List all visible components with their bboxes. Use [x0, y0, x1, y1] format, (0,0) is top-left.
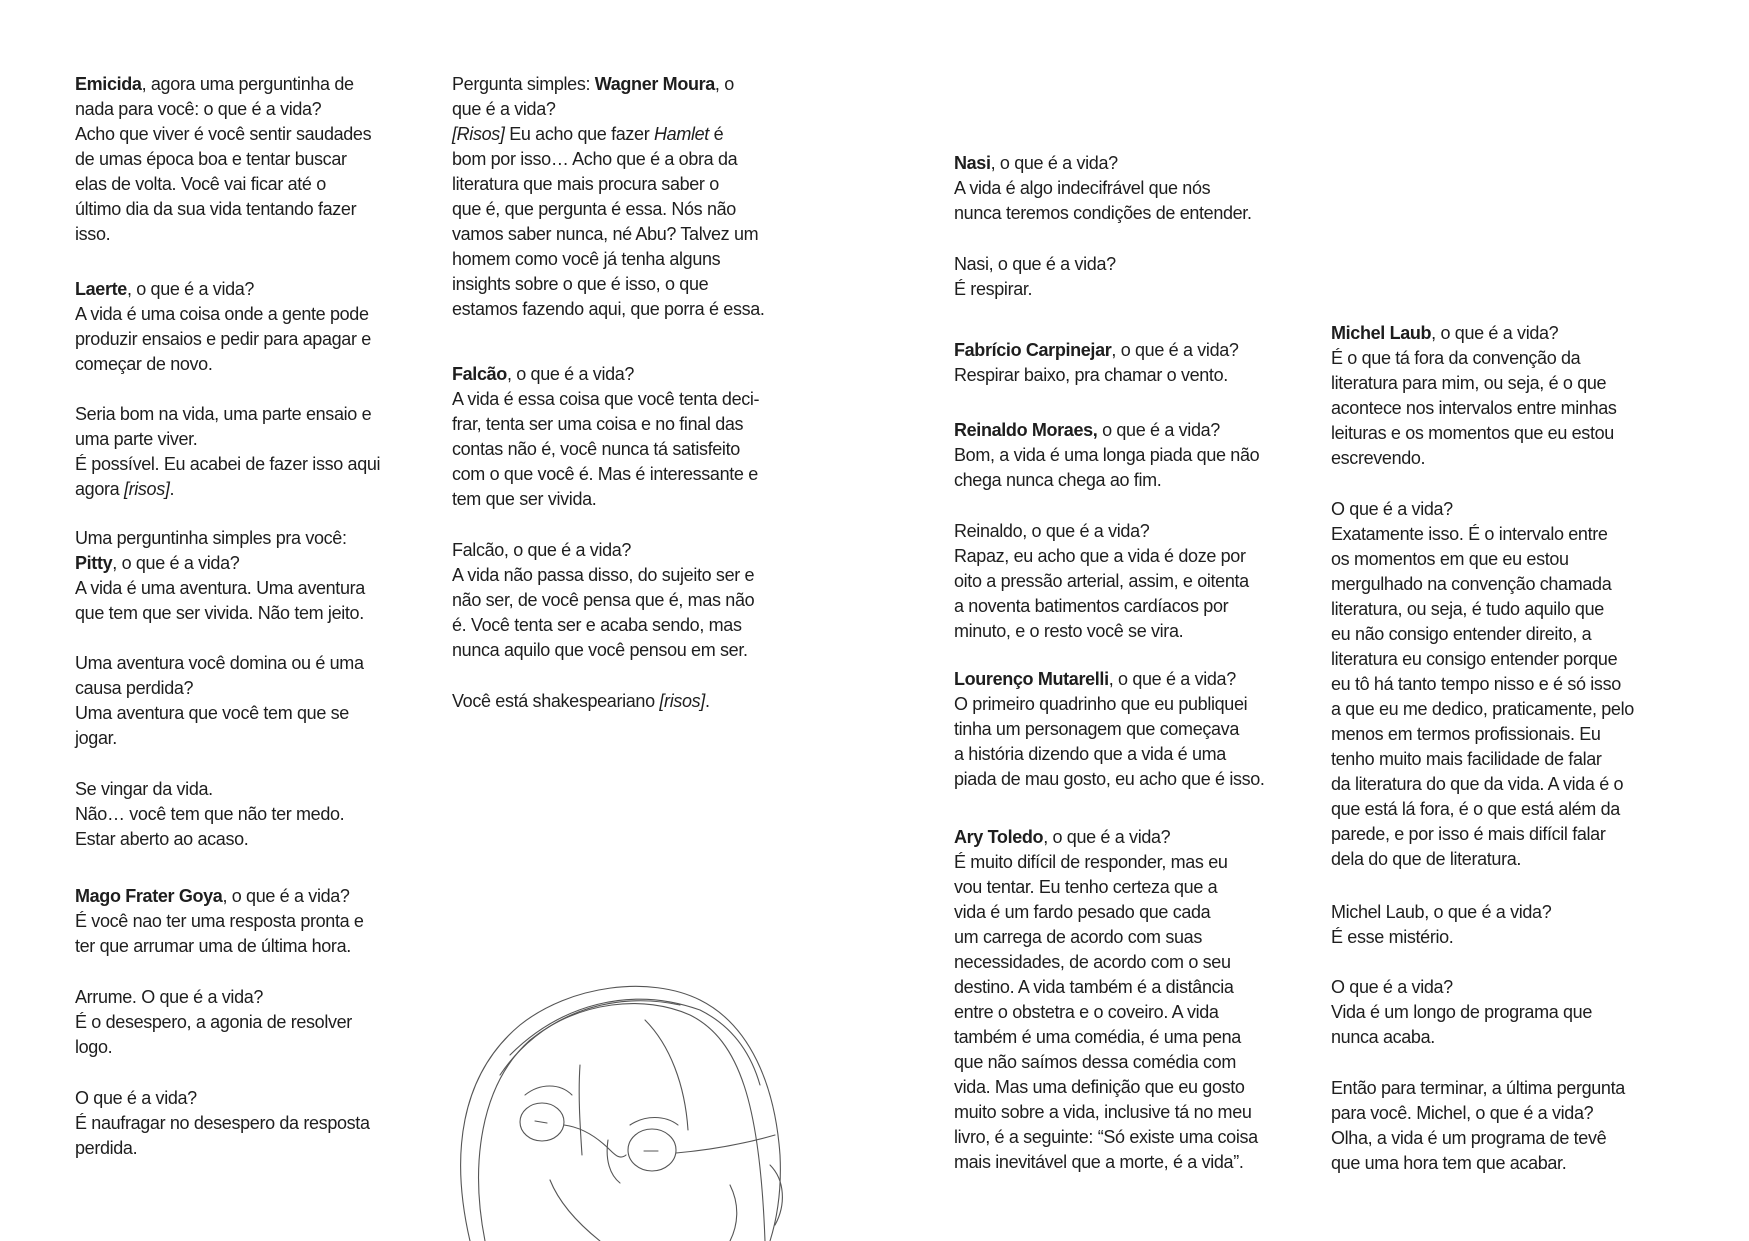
text-run: Respirar baixo, pra chamar o vento. [954, 365, 1228, 385]
text-run: agora [75, 479, 124, 499]
text-run: Estar aberto ao acaso. [75, 829, 249, 849]
text-run: Nasi, o que é a vida? [954, 254, 1116, 274]
italic-text: [Risos] [452, 124, 505, 144]
text-run: Olha, a vida é um programa de tevê [1331, 1128, 1607, 1148]
text-run: que está lá fora, é o que está além da [1331, 799, 1620, 819]
text-run: É o desespero, a agonia de resolver [75, 1012, 352, 1032]
text-run: contas não é, você nunca tá satisfeito [452, 439, 740, 459]
text-run: . [169, 479, 175, 499]
text-run: tem que ser vivida. [452, 489, 597, 509]
text-run: Eu acho que fazer [504, 124, 655, 144]
text-run: insights sobre o que é isso, o que [452, 274, 709, 294]
text-run: tenho muito mais facilidade de falar [1331, 749, 1602, 769]
text-run: é [708, 124, 724, 144]
interview-qa-block [954, 418, 1259, 493]
text-run: vou tentar. Eu tenho certeza que a [954, 877, 1218, 897]
text-run: A vida não passa disso, do sujeito ser e [452, 565, 755, 585]
text-run: da literatura do que da vida. A vida é o [1331, 774, 1624, 794]
text-run: parede, e por isso é mais difícil falar [1331, 824, 1606, 844]
text-run: Seria bom na vida, uma parte ensaio e [75, 404, 372, 424]
text-run: É possível. Eu acabei de fazer isso aqui [75, 454, 381, 474]
text-run: destino. A vida também é a distância [954, 977, 1234, 997]
text-run: É naufragar no desespero da resposta [75, 1113, 370, 1133]
interview-qa-block [954, 519, 1249, 644]
text-line [954, 176, 1252, 201]
text-line [1331, 1000, 1592, 1025]
text-run: Então para terminar, a última pergunta [1331, 1078, 1625, 1098]
text-run: elas de volta. Você vai ficar até o [75, 174, 326, 194]
text-line [954, 692, 1265, 717]
text-run: A vida é uma aventura. Uma aventura [75, 578, 365, 598]
interview-qa-block [75, 526, 365, 626]
text-run: o que é a vida? [1097, 420, 1220, 440]
text-run: , agora uma perguntinha de [141, 74, 354, 94]
interview-qa-block [1331, 497, 1634, 872]
text-line [75, 884, 364, 909]
text-run: O que é a vida? [1331, 977, 1453, 997]
text-run: acontece nos intervalos entre minhas [1331, 398, 1617, 418]
text-line [452, 362, 759, 387]
text-run: Falcão, o que é a vida? [452, 540, 632, 560]
text-line [75, 526, 365, 551]
text-run: Se vingar da vida. [75, 779, 213, 799]
text-run: Uma aventura você domina ou é uma [75, 653, 364, 673]
text-line [452, 487, 759, 512]
text-run: , o que é a vida? [1043, 827, 1171, 847]
text-line [452, 197, 765, 222]
interview-qa-block [75, 777, 344, 852]
text-line [75, 1111, 370, 1136]
text-line [452, 122, 765, 147]
text-line [1331, 572, 1634, 597]
text-line [452, 272, 765, 297]
text-line [452, 613, 754, 638]
text-run: a que eu me dedico, praticamente, pelo [1331, 699, 1634, 719]
text-run: mergulhado na convenção chamada [1331, 574, 1612, 594]
text-run: , o que é a vida? [990, 153, 1118, 173]
text-line [954, 1100, 1258, 1125]
text-run: jogar. [75, 728, 117, 748]
text-line [1331, 900, 1551, 925]
text-line [954, 544, 1249, 569]
interview-qa-block [75, 277, 371, 377]
interviewee-name: Fabrício Carpinejar [954, 340, 1112, 360]
text-run: homem como você já tenha alguns [452, 249, 721, 269]
text-line [452, 297, 765, 322]
interviewee-name: Mago Frater Goya [75, 886, 223, 906]
text-line [954, 277, 1116, 302]
interviewee-name: Michel Laub [1331, 323, 1432, 343]
text-line [75, 427, 380, 452]
interviewee-name: Ary Toledo [954, 827, 1044, 847]
text-line [954, 767, 1265, 792]
text-line [954, 1150, 1258, 1175]
text-line [75, 601, 365, 626]
text-line [75, 726, 364, 751]
text-line [1331, 1151, 1625, 1176]
interview-qa-block [75, 651, 364, 751]
text-run: Reinaldo, o que é a vida? [954, 521, 1150, 541]
text-line [954, 875, 1258, 900]
text-run: Michel Laub, o que é a vida? [1331, 902, 1552, 922]
text-run: nunca teremos condições de entender. [954, 203, 1252, 223]
text-line [954, 338, 1239, 363]
text-line [1331, 421, 1617, 446]
text-line [1331, 1076, 1625, 1101]
interview-qa-block [1331, 900, 1551, 950]
text-line [1331, 622, 1634, 647]
text-line [1331, 321, 1617, 346]
text-run: , o que é a vida? [112, 553, 240, 573]
text-line [75, 985, 352, 1010]
text-run: que não saímos dessa comédia com [954, 1052, 1236, 1072]
text-line [1331, 522, 1634, 547]
text-line [954, 418, 1259, 443]
text-line [1331, 371, 1617, 396]
text-run: produzir ensaios e pedir para apagar e [75, 329, 371, 349]
text-run: uma parte viver. [75, 429, 198, 449]
text-run: vida é um fardo pesado que cada [954, 902, 1211, 922]
text-run: literatura que mais procura saber o [452, 174, 719, 194]
text-run: isso. [75, 224, 111, 244]
interview-qa-block [1331, 1076, 1625, 1176]
text-run: , o que é a vida? [1111, 340, 1239, 360]
text-line [1331, 1025, 1592, 1050]
text-run: escrevendo. [1331, 448, 1426, 468]
text-run: Uma perguntinha simples pra você: [75, 528, 347, 548]
text-line [1331, 925, 1551, 950]
interview-qa-block [75, 1086, 370, 1161]
text-line [954, 468, 1259, 493]
text-run: eu não consigo entender direito, a [1331, 624, 1592, 644]
interview-qa-block [954, 252, 1116, 302]
text-run: eu tô há tanto tempo nisso e é só isso [1331, 674, 1621, 694]
text-line [452, 437, 759, 462]
text-run: , o [714, 74, 734, 94]
text-line [75, 122, 371, 147]
text-line [954, 1025, 1258, 1050]
text-line [1331, 346, 1617, 371]
text-line [954, 825, 1258, 850]
text-line [954, 1075, 1258, 1100]
interviewee-name: Wagner Moura [594, 74, 715, 94]
text-run: livro, é a seguinte: “Só existe uma coisa [954, 1127, 1258, 1147]
text-line [452, 412, 759, 437]
text-run: nunca aquilo que você pensou em ser. [452, 640, 748, 660]
text-run: Não… você tem que não ter medo. [75, 804, 345, 824]
text-run: dela do que de literatura. [1331, 849, 1522, 869]
text-line [452, 462, 759, 487]
text-line [1331, 847, 1634, 872]
text-run: Exatamente isso. É o intervalo entre [1331, 524, 1608, 544]
text-line [1331, 672, 1634, 697]
text-run: não ser, de você pensa que é, mas não [452, 590, 755, 610]
text-line [75, 576, 365, 601]
text-line [1331, 396, 1617, 421]
italic-text: [risos] [659, 691, 705, 711]
text-run: oito a pressão arterial, assim, e oitenta [954, 571, 1249, 591]
text-line [75, 197, 371, 222]
text-line [954, 151, 1252, 176]
text-line [75, 172, 371, 197]
text-line [1331, 497, 1634, 522]
text-line [452, 247, 765, 272]
interview-qa-block [452, 362, 759, 512]
italic-text: Hamlet [654, 124, 709, 144]
text-line [954, 1000, 1258, 1025]
interview-qa-block [452, 538, 754, 663]
text-run: que é, que pergunta é essa. Nós não [452, 199, 736, 219]
text-run: literatura para mim, ou seja, é o que [1331, 373, 1607, 393]
text-run: A vida é essa coisa que você tenta deci- [452, 389, 760, 409]
text-run: . [704, 691, 710, 711]
text-line [75, 97, 371, 122]
italic-text: [risos] [123, 479, 170, 499]
text-line [75, 72, 371, 97]
text-line [954, 1050, 1258, 1075]
text-run: Vida é um longo de programa que [1331, 1002, 1593, 1022]
text-line [75, 1136, 370, 1161]
text-run: a história dizendo que a vida é uma [954, 744, 1226, 764]
text-line [954, 619, 1249, 644]
text-line [954, 363, 1239, 388]
text-run: nada para você: o que é a vida? [75, 99, 322, 119]
text-run: que é a vida? [452, 99, 556, 119]
text-run: muito sobre a vida, inclusive tá no meu [954, 1102, 1252, 1122]
text-line [75, 277, 371, 302]
text-run: Bom, a vida é uma longa piada que não [954, 445, 1260, 465]
interviewee-name: Reinaldo Moraes, [954, 420, 1098, 440]
interview-qa-block [954, 667, 1265, 792]
text-line [1331, 647, 1634, 672]
text-run: É o que tá fora da convenção da [1331, 348, 1581, 368]
interviewee-name: Falcão [452, 364, 507, 384]
text-run: Acho que viver é você sentir saudades [75, 124, 372, 144]
text-line [1331, 446, 1617, 471]
text-run: piada de mau gosto, eu acho que é isso. [954, 769, 1265, 789]
text-line [1331, 975, 1592, 1000]
text-line [452, 689, 710, 714]
text-line [954, 975, 1258, 1000]
text-run: ter que arrumar uma de última hora. [75, 936, 351, 956]
text-line [75, 551, 365, 576]
text-run: com o que você é. Mas é interessante e [452, 464, 758, 484]
text-line [75, 222, 371, 247]
text-run: que uma hora tem que acabar. [1331, 1153, 1567, 1173]
text-run: A vida é uma coisa onde a gente pode [75, 304, 369, 324]
text-run: , o que é a vida? [506, 364, 635, 384]
text-line [954, 925, 1258, 950]
interview-qa-block [75, 985, 352, 1060]
text-line [452, 222, 765, 247]
text-line [452, 97, 765, 122]
text-line [75, 327, 371, 352]
text-run: para você. Michel, o que é a vida? [1331, 1103, 1594, 1123]
text-line [954, 569, 1249, 594]
text-line [954, 519, 1249, 544]
text-line [1331, 1101, 1625, 1126]
text-run: a noventa batimentos cardíacos por [954, 596, 1229, 616]
text-line [452, 172, 765, 197]
text-line [75, 701, 364, 726]
text-line [75, 909, 364, 934]
interview-qa-block [452, 72, 765, 322]
text-run: Arrume. O que é a vida? [75, 987, 264, 1007]
text-run: é. Você tenta ser e acaba sendo, mas [452, 615, 742, 635]
text-run: , o que é a vida? [222, 886, 350, 906]
text-line [75, 302, 371, 327]
text-run: necessidades, de acordo com o seu [954, 952, 1231, 972]
text-run: O primeiro quadrinho que eu publiquei [954, 694, 1248, 714]
text-run: um carrega de acordo com suas [954, 927, 1202, 947]
text-run: começar de novo. [75, 354, 213, 374]
text-run: entre o obstetra e o coveiro. A vida [954, 1002, 1219, 1022]
text-line [75, 452, 380, 477]
text-line [954, 252, 1116, 277]
text-line [452, 387, 759, 412]
text-line [954, 667, 1265, 692]
text-run: logo. [75, 1037, 113, 1057]
interviewee-name: Lourenço Mutarelli [954, 669, 1109, 689]
text-line [75, 802, 344, 827]
text-line [954, 950, 1258, 975]
interview-qa-block [75, 402, 380, 502]
text-line [75, 1086, 370, 1111]
text-line [1331, 697, 1634, 722]
text-line [1331, 797, 1634, 822]
text-run: que tem que ser vivida. Não tem jeito. [75, 603, 364, 623]
text-line [1331, 822, 1634, 847]
text-line [954, 1125, 1258, 1150]
interviewee-name: Nasi [954, 153, 991, 173]
text-line [75, 147, 371, 172]
text-run: vida. Mas uma definição que eu gosto [954, 1077, 1245, 1097]
text-run: É você nao ter uma resposta pronta e [75, 911, 364, 931]
text-run: leituras e os momentos que eu estou [1331, 423, 1614, 443]
text-line [75, 827, 344, 852]
text-run: , o que é a vida? [126, 279, 255, 299]
interview-qa-block [954, 825, 1258, 1175]
text-run: Rapaz, eu acho que a vida é doze por [954, 546, 1246, 566]
portrait-sketch-illustration [430, 955, 830, 1241]
text-line [954, 742, 1265, 767]
text-run: causa perdida? [75, 678, 194, 698]
text-line [452, 588, 754, 613]
text-run: de umas época boa e tentar buscar [75, 149, 347, 169]
text-line [452, 538, 754, 563]
text-run: nunca acaba. [1331, 1027, 1435, 1047]
text-line [954, 850, 1258, 875]
text-run: mais inevitável que a morte, é a vida”. [954, 1152, 1244, 1172]
text-line [1331, 1126, 1625, 1151]
text-run: É esse mistério. [1331, 927, 1454, 947]
interview-qa-block [954, 338, 1239, 388]
text-run: minuto, e o resto você se vira. [954, 621, 1184, 641]
text-line [1331, 547, 1634, 572]
text-run: último dia da sua vida tentando fazer [75, 199, 357, 219]
text-run: literatura, ou seja, é tudo aquilo que [1331, 599, 1604, 619]
text-run: , o que é a vida? [1431, 323, 1559, 343]
text-run: os momentos em que eu estou [1331, 549, 1569, 569]
text-line [1331, 722, 1634, 747]
text-run: também é uma comédia, é uma pena [954, 1027, 1241, 1047]
text-line [75, 676, 364, 701]
text-run: É muito difícil de responder, mas eu [954, 852, 1228, 872]
text-line [75, 352, 371, 377]
text-line [1331, 772, 1634, 797]
text-line [75, 777, 344, 802]
text-line [75, 1010, 352, 1035]
interview-qa-block [75, 72, 371, 247]
text-run: O que é a vida? [1331, 499, 1453, 519]
text-line [452, 72, 765, 97]
text-run: chega nunca chega ao fim. [954, 470, 1162, 490]
text-run: literatura eu consigo entender porque [1331, 649, 1618, 669]
text-line [954, 201, 1252, 226]
interview-qa-block [75, 884, 364, 959]
interview-qa-block [954, 151, 1252, 226]
text-line [954, 717, 1265, 742]
text-run: Pergunta simples: [452, 74, 595, 94]
interview-qa-block [1331, 975, 1592, 1050]
text-run: , o que é a vida? [1108, 669, 1236, 689]
text-line [75, 1035, 352, 1060]
text-run: É respirar. [954, 279, 1033, 299]
text-run: O que é a vida? [75, 1088, 197, 1108]
interviewee-name: Laerte [75, 279, 127, 299]
text-line [954, 594, 1249, 619]
text-run: bom por isso… Acho que é a obra da [452, 149, 738, 169]
text-run: frar, tenta ser uma coisa e no final das [452, 414, 744, 434]
text-run: vamos saber nunca, né Abu? Talvez um [452, 224, 759, 244]
interview-qa-block [452, 689, 710, 714]
interview-qa-block [1331, 321, 1617, 471]
text-line [954, 900, 1258, 925]
text-run: Você está shakespeariano [452, 691, 660, 711]
text-line [1331, 747, 1634, 772]
text-run: Uma aventura que você tem que se [75, 703, 349, 723]
text-run: tinha um personagem que começava [954, 719, 1239, 739]
text-run: A vida é algo indecifrável que nós [954, 178, 1211, 198]
text-line [452, 638, 754, 663]
text-line [75, 402, 380, 427]
text-line [452, 147, 765, 172]
text-line [1331, 597, 1634, 622]
text-line [75, 934, 364, 959]
text-line [452, 563, 754, 588]
text-run: menos em termos profissionais. Eu [1331, 724, 1601, 744]
text-line [954, 443, 1259, 468]
interviewee-name: Pitty [75, 553, 113, 573]
text-run: estamos fazendo aqui, que porra é essa. [452, 299, 765, 319]
interviewee-name: Emicida [75, 74, 142, 94]
text-line [75, 651, 364, 676]
text-line [75, 477, 380, 502]
text-run: perdida. [75, 1138, 138, 1158]
